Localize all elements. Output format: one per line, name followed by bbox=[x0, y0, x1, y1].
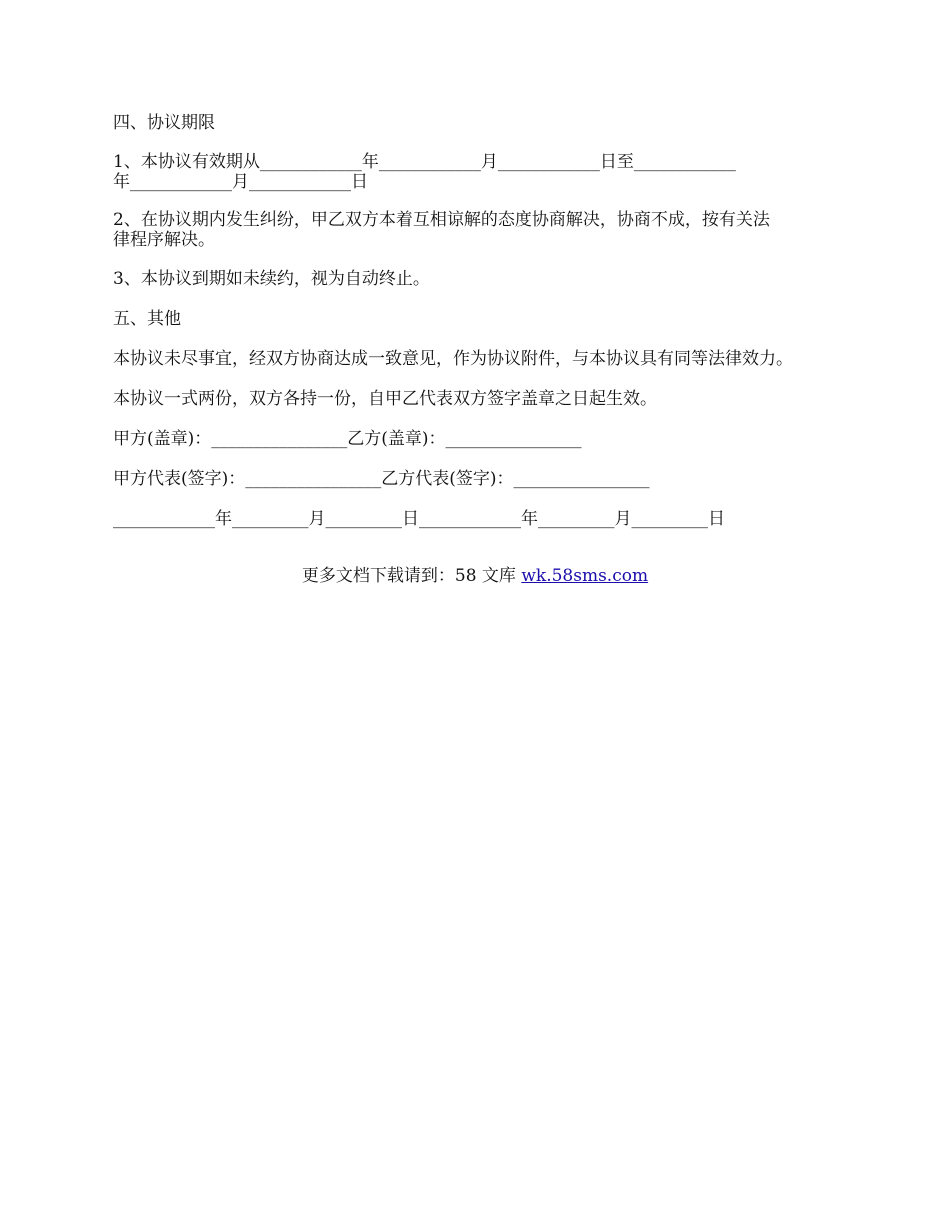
footer-text: 更多文档下载请到：58 文库 bbox=[301, 566, 522, 586]
document-body bbox=[113, 112, 853, 530]
signing-date-line: ____________年_________月_________日____________年_________月_________日 bbox=[113, 509, 725, 529]
term-item-1-line1: 1、本协议有效期从____________年____________月____________日至____________ bbox=[113, 152, 736, 172]
term-item-3: 3、本协议到期如未续约，视为自动终止。 bbox=[113, 269, 430, 289]
representative-signature-line: 甲方代表(签字)：________________乙方代表(签字)：________________ bbox=[113, 469, 650, 489]
section4-heading: 四、协议期限 bbox=[113, 113, 215, 133]
term-item-2-line2: 律程序解决。 bbox=[113, 230, 215, 250]
term-item-2-line1: 2、在协议期内发生纠纷，甲乙双方本着互相谅解的态度协商解决，协商不成，按有关法 bbox=[113, 210, 770, 230]
footer-link[interactable]: wk.58sms.com bbox=[521, 566, 649, 586]
other-paragraph-1: 本协议未尽事宜，经双方协商达成一致意见，作为协议附件，与本协议具有同等法律效力。 bbox=[113, 349, 793, 369]
section5-heading: 五、其他 bbox=[113, 309, 181, 329]
download-footer bbox=[0, 565, 950, 587]
seal-signature-line: 甲方(盖章)：________________乙方(盖章)：________________ bbox=[113, 429, 582, 449]
term-item-1-line2: 年____________月____________日 bbox=[113, 172, 368, 192]
other-paragraph-2: 本协议一式两份，双方各持一份，自甲乙代表双方签字盖章之日起生效。 bbox=[113, 389, 657, 409]
